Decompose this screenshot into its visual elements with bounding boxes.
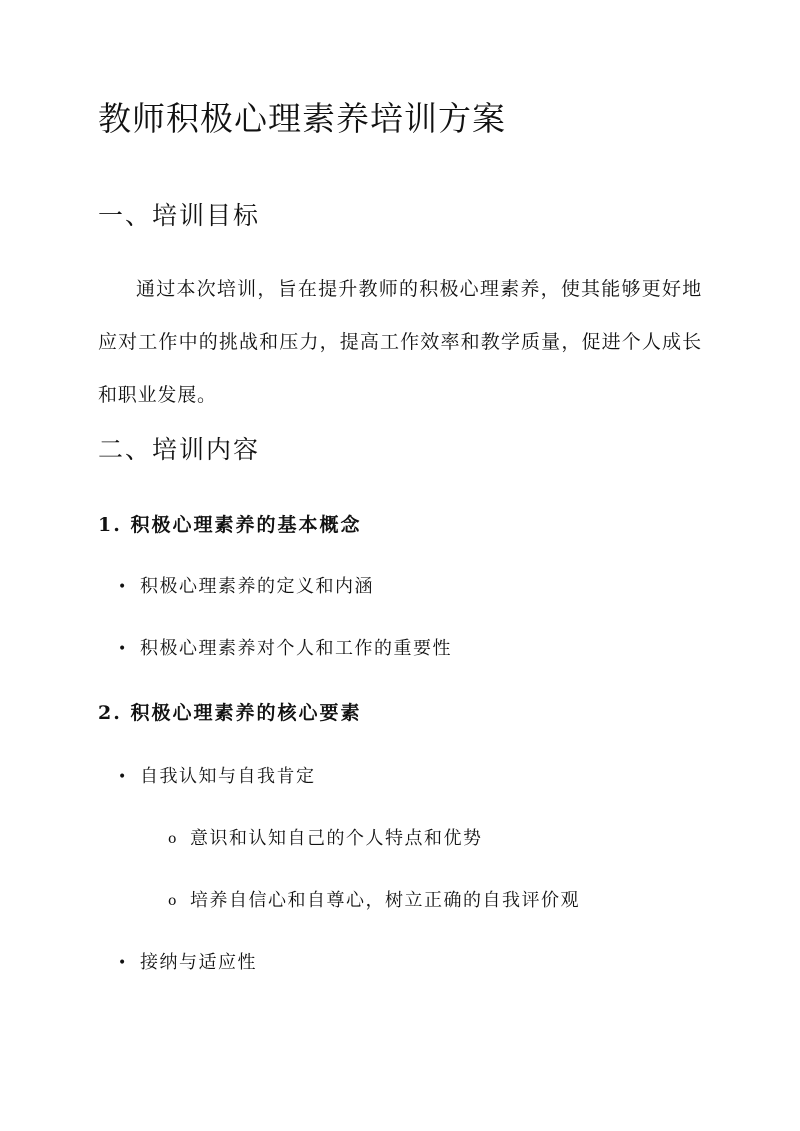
sub-list-item-text: 培养自信心和自尊心，树立正确的自我评价观 xyxy=(190,890,580,911)
circle-bullet-icon: o xyxy=(168,893,178,909)
sub-list-item xyxy=(168,824,483,850)
list-item-text: 接纳与适应性 xyxy=(140,952,257,973)
section-heading-content: 二、培训内容 xyxy=(98,435,261,464)
list-item-text: 积极心理素养对个人和工作的重要性 xyxy=(140,638,452,659)
list-item-text: 自我认知与自我肯定 xyxy=(140,766,316,787)
section-heading-goals: 一、培训目标 xyxy=(98,201,261,230)
list-item xyxy=(118,762,316,788)
bullet-icon: • xyxy=(118,955,128,971)
list-item xyxy=(118,572,374,598)
circle-bullet-icon: o xyxy=(168,831,178,847)
subsection-heading-core-elements: 2. 积极心理素养的核心要素 xyxy=(98,702,362,724)
document-title: 教师积极心理素养培训方案 xyxy=(98,99,506,138)
bullet-icon: • xyxy=(118,641,128,657)
sub-list-item-text: 意识和认知自己的个人特点和优势 xyxy=(190,828,483,849)
bullet-icon: • xyxy=(118,769,128,785)
sub-list-item xyxy=(168,886,580,912)
subsection-heading-basic-concepts: 1. 积极心理素养的基本概念 xyxy=(98,514,362,536)
list-item xyxy=(118,634,452,660)
list-item xyxy=(118,948,257,974)
goals-paragraph: 通过本次培训，旨在提升教师的积极心理素养，使其能够更好地应对工作中的挑战和压力，提高工作效率和教学质量，促进个人成长和职业发展。 xyxy=(98,278,702,406)
bullet-icon: • xyxy=(118,579,128,595)
list-item-text: 积极心理素养的定义和内涵 xyxy=(140,576,374,597)
